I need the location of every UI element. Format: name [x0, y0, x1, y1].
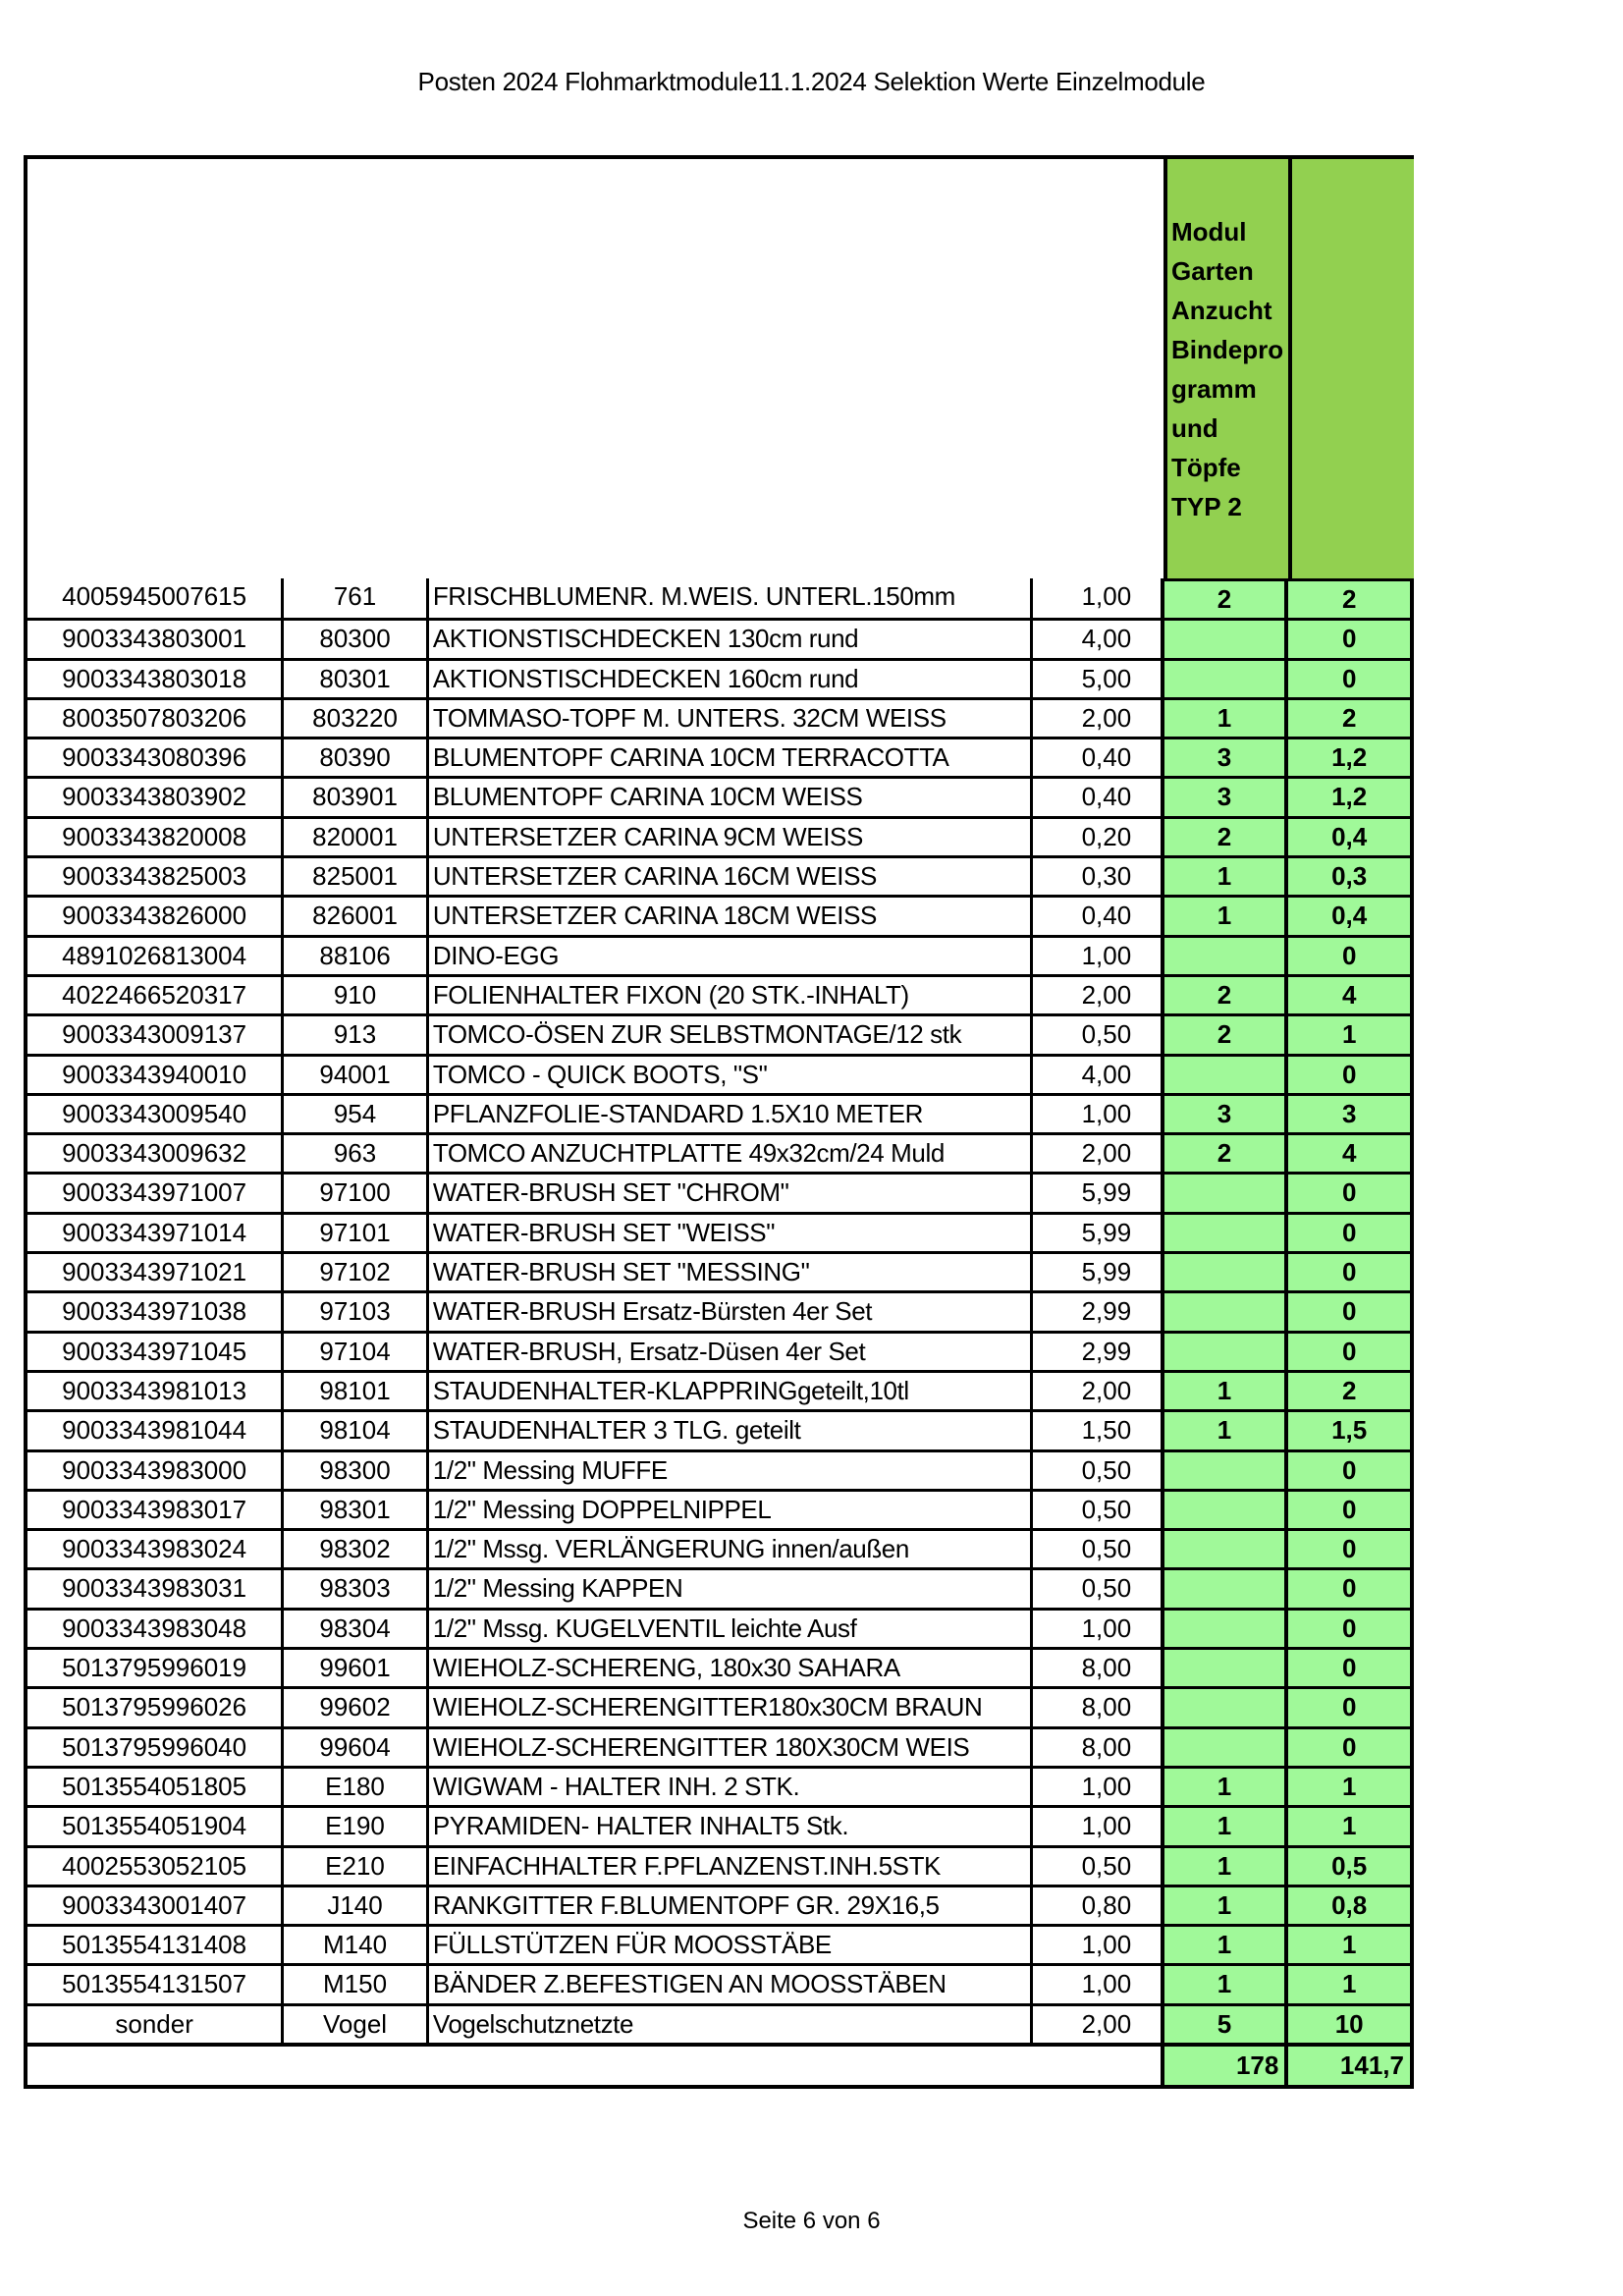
description-cell: PYRAMIDEN- HALTER INHALT5 Stk.: [426, 1808, 1030, 1844]
table-row: [27, 1013, 1410, 1053]
article-number-cell: 803220: [281, 700, 426, 737]
module-value-cell: 0,5: [1284, 1848, 1410, 1885]
ean-cell: 5013554131408: [62, 1930, 247, 1960]
article-number-cell: J140: [281, 1887, 426, 1924]
module-value-cell: 4: [1284, 977, 1410, 1013]
price-cell: 5,99: [1030, 1215, 1161, 1251]
price-cell: 2,99: [1030, 1334, 1161, 1370]
article-number-cell: 80300: [281, 621, 426, 657]
article-number-cell: 820001: [281, 819, 426, 855]
table-row: [27, 1290, 1410, 1330]
module-qty-cell: 1: [1161, 858, 1285, 895]
article-number-cell: 98300: [281, 1452, 426, 1489]
ean-cell: 9003343983024: [62, 1534, 247, 1564]
price-cell: 0,50: [1030, 1531, 1161, 1567]
article-number-cell: 910: [281, 977, 426, 1013]
price-cell: 0,20: [1030, 819, 1161, 855]
module-value-cell: 1: [1284, 1016, 1410, 1053]
price-cell: 8,00: [1030, 1689, 1161, 1725]
ean-cell: 4002553052105: [62, 1850, 247, 1881]
table-body: [27, 578, 1410, 2043]
table-row: [27, 816, 1410, 855]
ean-cell: 9003343971014: [62, 1217, 247, 1247]
article-number-cell: 97102: [281, 1254, 426, 1290]
price-cell: 0,50: [1030, 1452, 1161, 1489]
description-cell: UNTERSETZER CARINA 18CM WEISS: [426, 898, 1030, 934]
table-row: [27, 2003, 1410, 2043]
totals-blank: [27, 2047, 1161, 2085]
module-qty-cell: [1161, 1689, 1285, 1725]
module-qty-cell: 1: [1161, 898, 1285, 934]
ean-cell: 9003343983017: [62, 1494, 247, 1524]
price-cell: 1,00: [1030, 1769, 1161, 1805]
ean-cell: 5013795996026: [62, 1692, 247, 1722]
module-qty-cell: [1161, 1254, 1285, 1290]
total-qty: 178: [1161, 2047, 1285, 2085]
module-qty-cell: 1: [1161, 1769, 1285, 1805]
article-number-cell: 98101: [281, 1373, 426, 1409]
table-row: [27, 697, 1410, 737]
ean-cell: 9003343803001: [62, 624, 247, 654]
module-value-cell: 0: [1284, 1452, 1410, 1489]
table-row: [27, 1172, 1410, 1211]
module-value-cell: 0: [1284, 1689, 1410, 1725]
article-number-cell: 913: [281, 1016, 426, 1053]
totals-row: [27, 2043, 1410, 2085]
module-qty-cell: 1: [1161, 1966, 1285, 2002]
description-cell: TOMCO ANZUCHTPLATTE 49x32cm/24 Muld: [426, 1135, 1030, 1172]
module-qty-cell: 1: [1161, 1808, 1285, 1844]
table-row: [27, 1805, 1410, 1844]
table-row: [27, 1608, 1410, 1647]
module-qty-cell: 3: [1161, 1096, 1285, 1132]
price-cell: 5,99: [1030, 1175, 1161, 1211]
module-qty-cell: [1161, 1175, 1285, 1211]
ean-cell: 9003343803018: [62, 663, 247, 693]
article-number-cell: 98304: [281, 1611, 426, 1647]
table-row: [27, 1251, 1410, 1290]
price-cell: 0,30: [1030, 858, 1161, 895]
price-cell: 2,00: [1030, 1135, 1161, 1172]
module-value-cell: 1,2: [1284, 739, 1410, 776]
module-value-cell: 0: [1284, 1650, 1410, 1686]
table-row: [27, 1409, 1410, 1449]
table-row: [27, 935, 1410, 974]
article-number-cell: 98301: [281, 1492, 426, 1528]
module-value-cell: 0: [1284, 1729, 1410, 1766]
description-cell: WATER-BRUSH Ersatz-Bürsten 4er Set: [426, 1293, 1030, 1330]
price-cell: 0,50: [1030, 1848, 1161, 1885]
module-value-cell: 0: [1284, 1570, 1410, 1607]
module-value-cell: 1: [1284, 1927, 1410, 1963]
ean-cell: 9003343803902: [62, 782, 247, 812]
price-cell: 0,80: [1030, 1887, 1161, 1924]
ean-cell: 9003343820008: [62, 821, 247, 851]
table-row: [27, 1766, 1410, 1805]
module-value-cell: 0: [1284, 1175, 1410, 1211]
ean-cell: 9003343981044: [62, 1415, 247, 1446]
description-cell: AKTIONSTISCHDECKEN 160cm rund: [426, 661, 1030, 697]
table-row: [27, 895, 1410, 934]
table-row: [27, 1331, 1410, 1370]
table-row: [27, 1528, 1410, 1567]
article-number-cell: E180: [281, 1769, 426, 1805]
description-cell: TOMMASO-TOPF M. UNTERS. 32CM WEISS: [426, 700, 1030, 737]
module-qty-cell: 1: [1161, 1412, 1285, 1449]
ean-cell: 9003343009540: [62, 1098, 247, 1128]
description-cell: TOMCO - QUICK BOOTS, "S": [426, 1057, 1030, 1093]
module-qty-cell: 2: [1161, 578, 1285, 618]
price-cell: 1,00: [1030, 1611, 1161, 1647]
module-qty-cell: 1: [1161, 700, 1285, 737]
article-number-cell: 97100: [281, 1175, 426, 1211]
table-row: [27, 1132, 1410, 1172]
description-cell: UNTERSETZER CARINA 9CM WEISS: [426, 819, 1030, 855]
description-cell: WIEHOLZ-SCHERENG, 180x30 SAHARA: [426, 1650, 1030, 1686]
module-value-cell: 1: [1284, 1769, 1410, 1805]
price-cell: 1,00: [1030, 1966, 1161, 2002]
module-value-cell: 0: [1284, 1215, 1410, 1251]
table-row: [27, 1093, 1410, 1132]
value-column-header: [1288, 159, 1414, 578]
ean-cell: 4891026813004: [62, 940, 247, 970]
module-qty-cell: [1161, 1531, 1285, 1567]
table-row: [27, 618, 1410, 657]
module-value-cell: 2: [1284, 1373, 1410, 1409]
table-row: [27, 1726, 1410, 1766]
table-row: [27, 658, 1410, 697]
ean-cell: 9003343940010: [62, 1059, 247, 1089]
price-cell: 1,00: [1030, 1096, 1161, 1132]
article-number-cell: 98104: [281, 1412, 426, 1449]
price-cell: 0,50: [1030, 1492, 1161, 1528]
description-cell: 1/2" Messing KAPPEN: [426, 1570, 1030, 1607]
module-value-cell: 0: [1284, 661, 1410, 697]
module-column-header: [1163, 159, 1288, 578]
module-qty-cell: [1161, 1293, 1285, 1330]
ean-cell: 9003343971045: [62, 1336, 247, 1366]
ean-cell: 9003343981013: [62, 1375, 247, 1405]
table-row: [27, 1963, 1410, 2002]
ean-cell: 9003343001407: [62, 1889, 247, 1920]
price-cell: 1,00: [1030, 938, 1161, 974]
ean-cell: 5013554051805: [62, 1771, 247, 1801]
article-number-cell: 88106: [281, 938, 426, 974]
article-number-cell: 97103: [281, 1293, 426, 1330]
table-row: [27, 1449, 1410, 1489]
ean-cell: 5013795996019: [62, 1653, 247, 1683]
module-value-cell: 10: [1284, 2006, 1410, 2043]
article-number-cell: M150: [281, 1966, 426, 2002]
price-cell: 2,00: [1030, 1373, 1161, 1409]
price-cell: 0,50: [1030, 1570, 1161, 1607]
description-cell: WATER-BRUSH, Ersatz-Düsen 4er Set: [426, 1334, 1030, 1370]
ean-cell: 9003343971038: [62, 1296, 247, 1327]
table-row: [27, 974, 1410, 1013]
price-cell: 0,40: [1030, 779, 1161, 815]
price-cell: 1,00: [1030, 578, 1161, 618]
description-cell: AKTIONSTISCHDECKEN 130cm rund: [426, 621, 1030, 657]
article-number-cell: 826001: [281, 898, 426, 934]
module-qty-cell: [1161, 1334, 1285, 1370]
module-qty-cell: [1161, 1570, 1285, 1607]
ean-cell: sonder: [115, 2008, 193, 2039]
price-cell: 1,00: [1030, 1808, 1161, 1844]
article-number-cell: E190: [281, 1808, 426, 1844]
ean-cell: 4005945007615: [62, 581, 247, 611]
description-cell: WATER-BRUSH SET "CHROM": [426, 1175, 1030, 1211]
table-row: [27, 1845, 1410, 1885]
description-cell: RANKGITTER F.BLUMENTOPF GR. 29X16,5: [426, 1887, 1030, 1924]
price-cell: 2,00: [1030, 977, 1161, 1013]
module-qty-cell: 3: [1161, 739, 1285, 776]
article-number-cell: 97104: [281, 1334, 426, 1370]
price-cell: 2,00: [1030, 700, 1161, 737]
description-cell: BLUMENTOPF CARINA 10CM WEISS: [426, 779, 1030, 815]
ean-cell: 5013554051904: [62, 1811, 247, 1841]
module-value-cell: 0: [1284, 1057, 1410, 1093]
description-cell: WIEHOLZ-SCHERENGITTER180x30CM BRAUN: [426, 1689, 1030, 1725]
description-cell: UNTERSETZER CARINA 16CM WEISS: [426, 858, 1030, 895]
module-qty-cell: [1161, 621, 1285, 657]
module-header-label: Modul Garten Anzucht Bindepro gramm und Töpfe TYP 2: [1171, 217, 1284, 521]
description-cell: FOLIENHALTER FIXON (20 STK.-INHALT): [426, 977, 1030, 1013]
article-number-cell: Vogel: [281, 2006, 426, 2043]
article-number-cell: 99604: [281, 1729, 426, 1766]
price-cell: 8,00: [1030, 1729, 1161, 1766]
module-qty-cell: [1161, 1452, 1285, 1489]
module-qty-cell: 2: [1161, 1016, 1285, 1053]
table-row: [27, 1212, 1410, 1251]
table-header: [27, 159, 1410, 578]
article-number-cell: 98303: [281, 1570, 426, 1607]
ean-cell: 8003507803206: [62, 702, 247, 733]
module-qty-cell: [1161, 661, 1285, 697]
module-qty-cell: [1161, 1611, 1285, 1647]
article-number-cell: 80301: [281, 661, 426, 697]
ean-cell: 9003343971021: [62, 1257, 247, 1287]
module-value-cell: 0: [1284, 1611, 1410, 1647]
module-qty-cell: 3: [1161, 779, 1285, 815]
article-number-cell: 98302: [281, 1531, 426, 1567]
table-row: [27, 1647, 1410, 1686]
module-qty-cell: 1: [1161, 1887, 1285, 1924]
ean-cell: 9003343080396: [62, 742, 247, 773]
module-value-cell: 0: [1284, 1254, 1410, 1290]
table-row: [27, 855, 1410, 895]
module-qty-cell: [1161, 1215, 1285, 1251]
description-cell: WATER-BRUSH SET "MESSING": [426, 1254, 1030, 1290]
module-qty-cell: 2: [1161, 1135, 1285, 1172]
price-cell: 5,00: [1030, 661, 1161, 697]
description-cell: 1/2" Messing MUFFE: [426, 1452, 1030, 1489]
table-row: [27, 1924, 1410, 1963]
module-qty-cell: 5: [1161, 2006, 1285, 2043]
description-cell: EINFACHHALTER F.PFLANZENST.INH.5STK: [426, 1848, 1030, 1885]
article-number-cell: 80390: [281, 739, 426, 776]
table-row: [27, 1885, 1410, 1924]
module-qty-cell: [1161, 1650, 1285, 1686]
module-value-cell: 0,3: [1284, 858, 1410, 895]
module-qty-cell: [1161, 1492, 1285, 1528]
article-number-cell: 954: [281, 1096, 426, 1132]
article-number-cell: 825001: [281, 858, 426, 895]
module-value-cell: 0: [1284, 1492, 1410, 1528]
module-qty-cell: 1: [1161, 1927, 1285, 1963]
module-value-cell: 1: [1284, 1808, 1410, 1844]
module-value-cell: 0: [1284, 1334, 1410, 1370]
module-value-cell: 2: [1284, 700, 1410, 737]
description-cell: Vogelschutznetzte: [426, 2006, 1030, 2043]
document-title: Posten 2024 Flohmarktmodule11.1.2024 Selektion Werte Einzelmodule: [417, 67, 1206, 96]
price-cell: 2,00: [1030, 2006, 1161, 2043]
description-cell: STAUDENHALTER 3 TLG. geteilt: [426, 1412, 1030, 1449]
article-number-cell: 99602: [281, 1689, 426, 1725]
table-row: [27, 1567, 1410, 1607]
table-row: [27, 1054, 1410, 1093]
module-value-cell: 2: [1284, 578, 1410, 618]
table-row: [27, 578, 1410, 618]
module-value-cell: 0: [1284, 1531, 1410, 1567]
price-cell: 2,99: [1030, 1293, 1161, 1330]
ean-cell: 9003343825003: [62, 861, 247, 892]
module-qty-cell: 2: [1161, 977, 1285, 1013]
module-value-cell: 1: [1284, 1966, 1410, 2002]
description-cell: BLUMENTOPF CARINA 10CM TERRACOTTA: [426, 739, 1030, 776]
description-cell: WATER-BRUSH SET "WEISS": [426, 1215, 1030, 1251]
module-qty-cell: 1: [1161, 1373, 1285, 1409]
description-cell: WIGWAM - HALTER INH. 2 STK.: [426, 1769, 1030, 1805]
article-number-cell: 803901: [281, 779, 426, 815]
description-cell: FRISCHBLUMENR. M.WEIS. UNTERL.150mm: [426, 578, 1030, 618]
price-cell: 5,99: [1030, 1254, 1161, 1290]
ean-cell: 5013795996040: [62, 1731, 247, 1762]
description-cell: BÄNDER Z.BEFESTIGEN AN MOOSSTÄBEN: [426, 1966, 1030, 2002]
article-number-cell: 99601: [281, 1650, 426, 1686]
module-value-cell: 0,8: [1284, 1887, 1410, 1924]
ean-cell: 4022466520317: [62, 979, 247, 1010]
table-row: [27, 1686, 1410, 1725]
ean-cell: 9003343009632: [62, 1138, 247, 1169]
article-number-cell: E210: [281, 1848, 426, 1885]
module-qty-cell: 1: [1161, 1848, 1285, 1885]
description-cell: DINO-EGG: [426, 938, 1030, 974]
price-cell: 4,00: [1030, 621, 1161, 657]
total-value: 141,7: [1284, 2047, 1410, 2085]
ean-cell: 9003343983000: [62, 1454, 247, 1485]
table-row: [27, 776, 1410, 815]
description-cell: 1/2" Mssg. KUGELVENTIL leichte Ausf: [426, 1611, 1030, 1647]
module-qty-cell: [1161, 1729, 1285, 1766]
ean-cell: 9003343971007: [62, 1177, 247, 1208]
description-cell: TOMCO-ÖSEN ZUR SELBSTMONTAGE/12 stk: [426, 1016, 1030, 1053]
description-cell: PFLANZFOLIE-STANDARD 1.5X10 METER: [426, 1096, 1030, 1132]
price-cell: 4,00: [1030, 1057, 1161, 1093]
article-number-cell: 963: [281, 1135, 426, 1172]
table-row: [27, 1370, 1410, 1409]
module-value-cell: 1,5: [1284, 1412, 1410, 1449]
description-cell: WIEHOLZ-SCHERENGITTER 180X30CM WEIS: [426, 1729, 1030, 1766]
article-number-cell: 97101: [281, 1215, 426, 1251]
price-cell: 0,40: [1030, 739, 1161, 776]
description-cell: 1/2" Messing DOPPELNIPPEL: [426, 1492, 1030, 1528]
ean-cell: 9003343009137: [62, 1019, 247, 1050]
price-cell: 1,00: [1030, 1927, 1161, 1963]
description-cell: 1/2" Mssg. VERLÄNGERUNG innen/außen: [426, 1531, 1030, 1567]
module-value-cell: 4: [1284, 1135, 1410, 1172]
module-value-cell: 0,4: [1284, 819, 1410, 855]
module-qty-cell: 2: [1161, 819, 1285, 855]
module-table: [24, 155, 1414, 2089]
module-value-cell: 0: [1284, 938, 1410, 974]
ean-cell: 5013554131507: [62, 1969, 247, 1999]
price-cell: 0,40: [1030, 898, 1161, 934]
price-cell: 8,00: [1030, 1650, 1161, 1686]
module-value-cell: 3: [1284, 1096, 1410, 1132]
price-cell: 0,50: [1030, 1016, 1161, 1053]
article-number-cell: M140: [281, 1927, 426, 1963]
module-value-cell: 0: [1284, 621, 1410, 657]
table-row: [27, 737, 1410, 776]
article-number-cell: 761: [281, 578, 426, 618]
ean-cell: 9003343983031: [62, 1573, 247, 1604]
description-cell: STAUDENHALTER-KLAPPRINGgeteilt,10tl: [426, 1373, 1030, 1409]
page-footer: Seite 6 von 6: [742, 2208, 881, 2234]
module-value-cell: 0: [1284, 1293, 1410, 1330]
price-cell: 1,50: [1030, 1412, 1161, 1449]
module-value-cell: 1,2: [1284, 779, 1410, 815]
article-number-cell: 94001: [281, 1057, 426, 1093]
table-row: [27, 1489, 1410, 1528]
module-qty-cell: [1161, 938, 1285, 974]
description-cell: FÜLLSTÜTZEN FÜR MOOSSTÄBE: [426, 1927, 1030, 1963]
module-qty-cell: [1161, 1057, 1285, 1093]
ean-cell: 9003343826000: [62, 901, 247, 931]
module-value-cell: 0,4: [1284, 898, 1410, 934]
ean-cell: 9003343983048: [62, 1613, 247, 1643]
